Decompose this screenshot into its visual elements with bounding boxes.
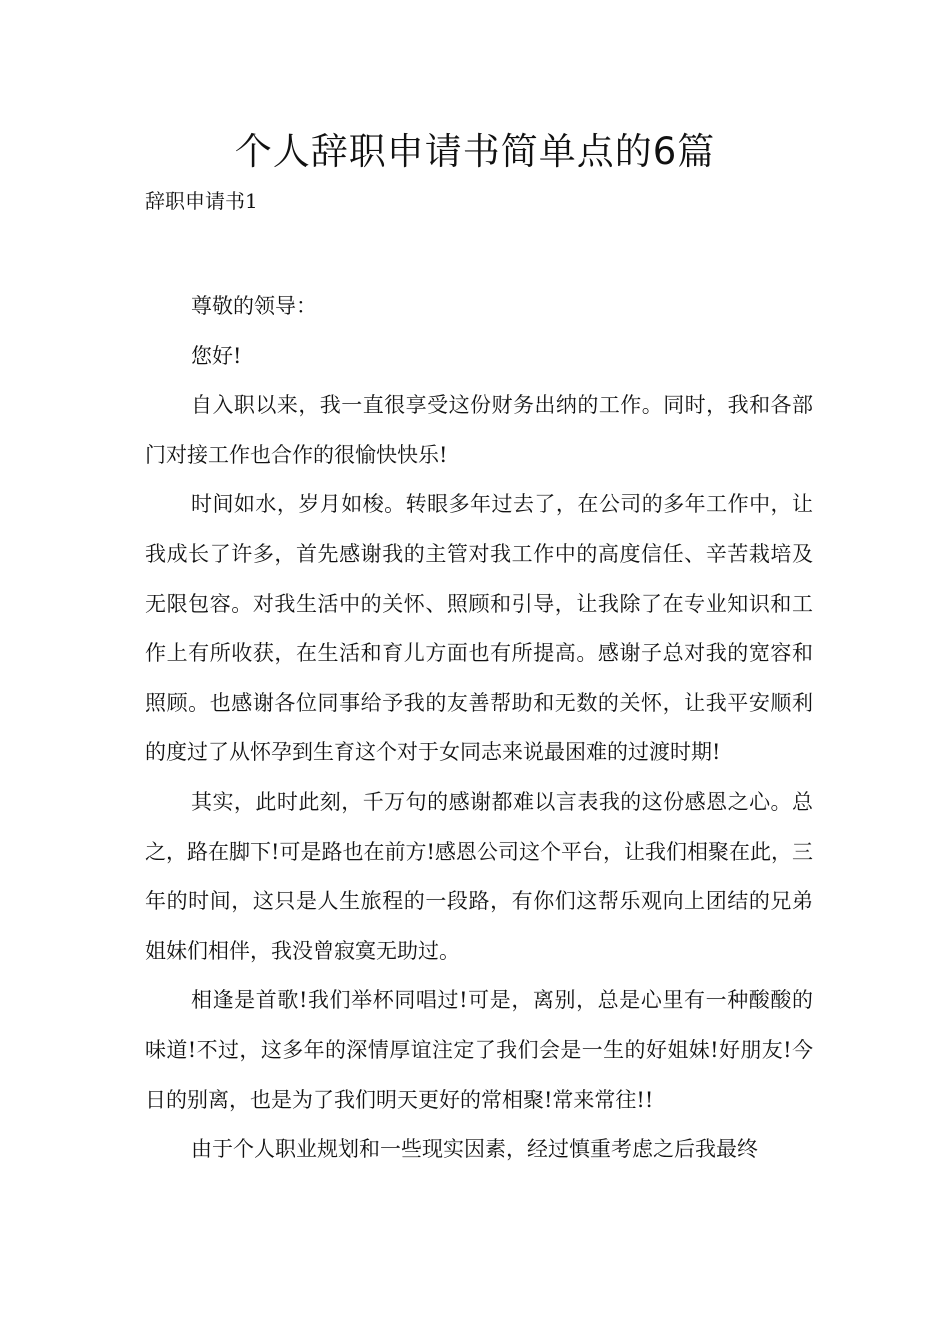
- document-title: 个人辞职申请书简单点的6篇: [234, 130, 716, 173]
- document-subtitle: 辞职申请书1: [145, 189, 258, 213]
- document-body: [145, 282, 813, 1175]
- salutation-paragraph: 尊敬的领导：: [191, 294, 317, 318]
- greeting-paragraph: 您好!: [191, 343, 242, 368]
- body-paragraph: 时间如水，岁月如梭。转眼多年过去了，在公司的多年工作中，让我成长了许多，首先感谢我的主管对我工作中的高度信任、辛苦栽培及无限包容。对我生活中的关怀、照顾和引导，让我除了在专业知识和工作上有所收获，在生活和育儿方面也有所提高。感谢子总对我的宽容和照顾。也感谢各位同事给予我的友善帮助和无数的关怀，让我平安顺利的度过了从怀孕到生育这个对于女同志来说最困难的过渡时期!: [145, 492, 813, 765]
- body-paragraph: 自入职以来，我一直很享受这份财务出纳的工作。同时，我和各部门对接工作也合作的很愉快快乐!: [145, 393, 813, 467]
- body-paragraph: 由于个人职业规划和一些现实因素，经过慎重考虑之后我最终: [191, 1137, 758, 1162]
- body-paragraph: 相逢是首歌!我们举杯同唱过!可是，离别，总是心里有一种酸酸的味道!不过，这多年的深情厚谊注定了我们会是一生的好姐妹!好朋友!今日的别离，也是为了我们明天更好的常相聚!常来常往!!: [145, 988, 813, 1112]
- body-paragraph: 其实，此时此刻，千万句的感谢都难以言表我的这份感恩之心。总之，路在脚下!可是路也在前方!感恩公司这个平台，让我们相聚在此，三年的时间，这只是人生旅程的一段路，有你们这帮乐观向上团结的兄弟姐妹们相伴，我没曾寂寞无助过。: [145, 789, 813, 963]
